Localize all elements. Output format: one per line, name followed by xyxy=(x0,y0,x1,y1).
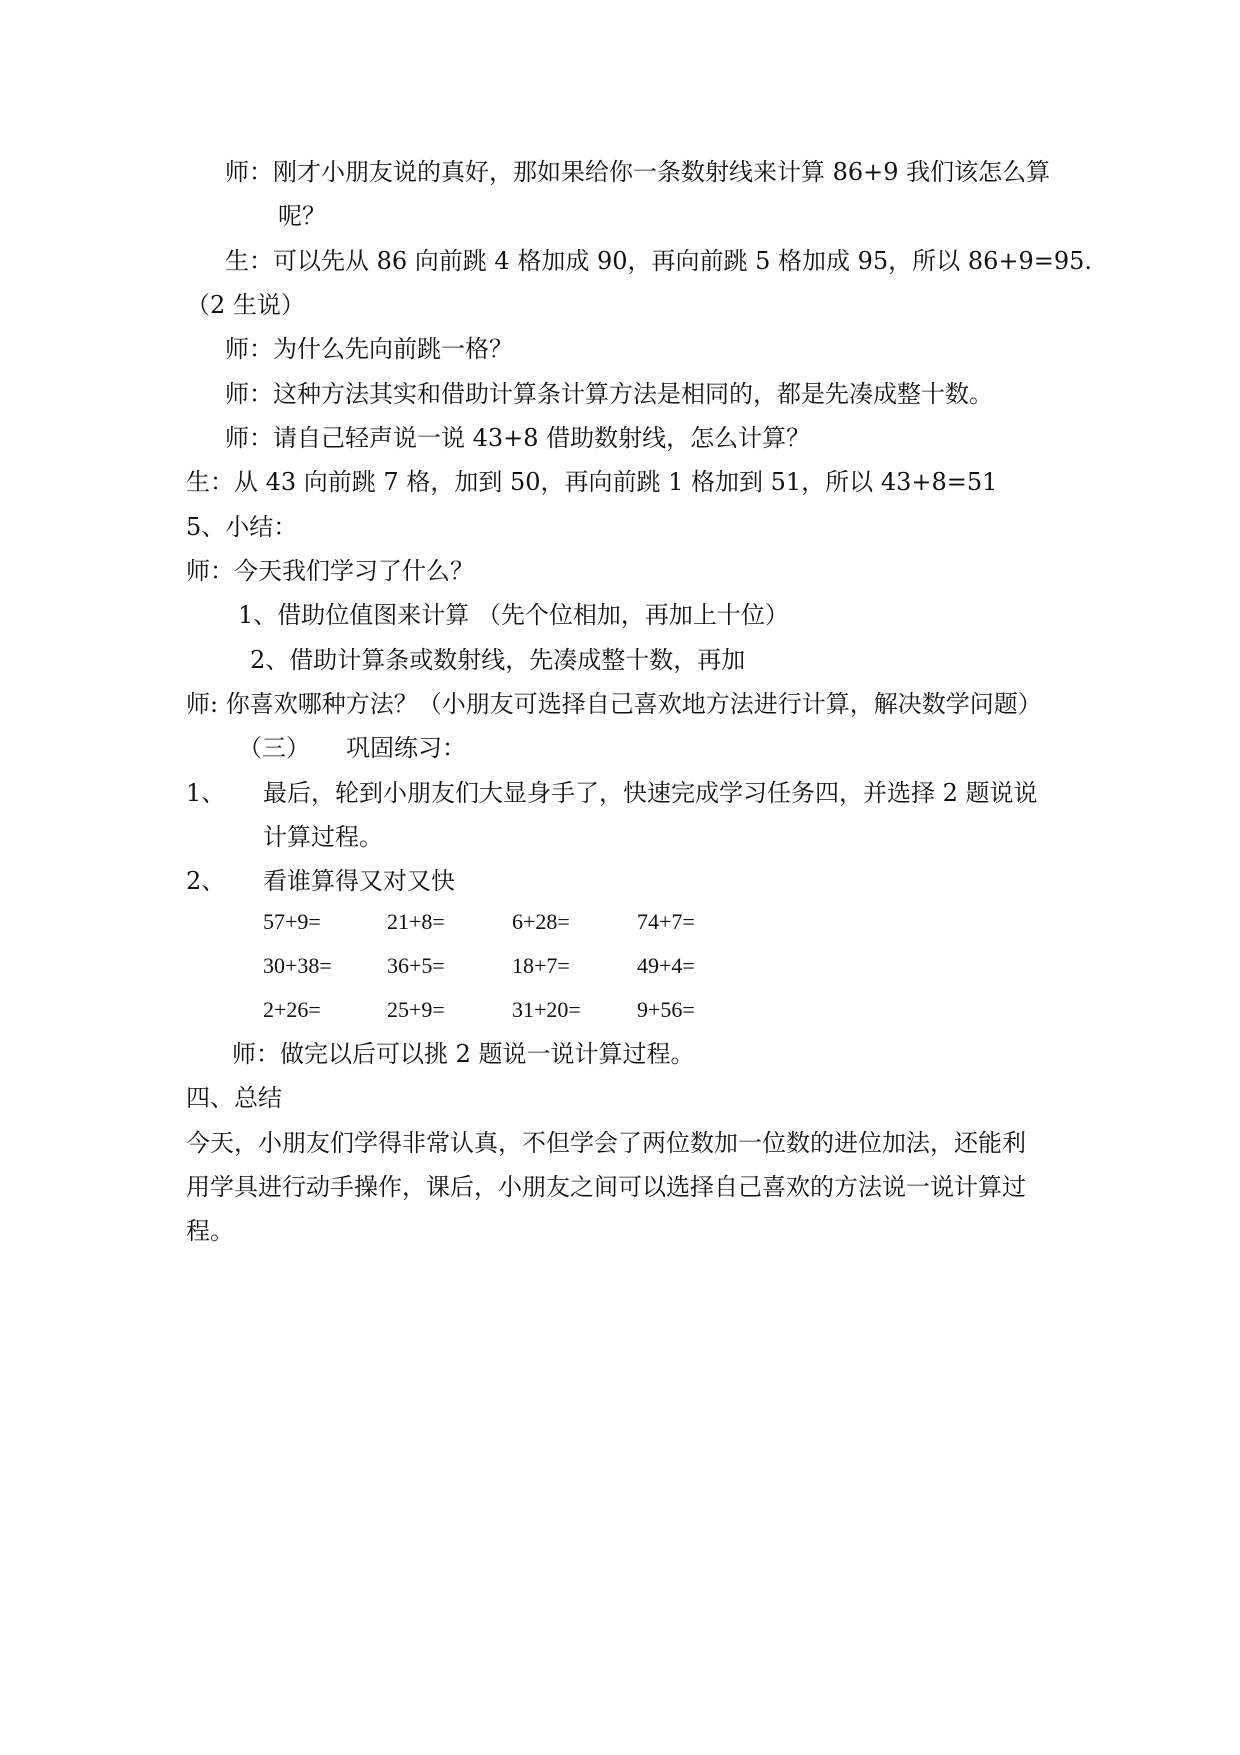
student-line-note: （2 生说） xyxy=(186,291,305,319)
student-line-answer-2: 生：从 43 向前跳 7 格，加到 50，再向前跳 1 格加到 51，所以 43+8=51 xyxy=(186,468,998,496)
conclusion-paragraph-line-2: 用学具进行动手操作，课后，小朋友之间可以选择自己喜欢的方法说一说计算过 xyxy=(186,1173,1026,1201)
teacher-line-number-ray-question: 师：刚才小朋友说的真好，那如果给你一条数射线来计算 86+9 我们该怎么算 xyxy=(225,158,1051,186)
conclusion-paragraph-line-3: 程。 xyxy=(186,1217,234,1245)
teacher-line-practice-followup: 师：做完以后可以挑 2 题说一说计算过程。 xyxy=(232,1040,695,1068)
exercise-item: 36+5= xyxy=(387,953,445,978)
exercise-item: 31+20= xyxy=(512,997,581,1022)
teacher-line-number-ray-question-cont: 呢？ xyxy=(278,202,326,230)
practice-item-1-number: 1、 xyxy=(186,779,226,807)
section-summary-heading: 5、小结： xyxy=(186,513,298,541)
exercise-item: 57+9= xyxy=(263,909,321,934)
exercise-item: 25+9= xyxy=(387,997,445,1022)
conclusion-paragraph-line-1: 今天，小朋友们学得非常认真，不但学会了两位数加一位数的进位加法，还能利 xyxy=(186,1129,1026,1157)
exercise-item: 21+8= xyxy=(387,909,445,934)
exercise-item: 2+26= xyxy=(263,997,321,1022)
teacher-line-preference: 师: 你喜欢哪种方法？（小朋友可选择自己喜欢地方法进行计算，解决数学问题） xyxy=(186,690,1042,718)
practice-item-2-text: 看谁算得又对又快 xyxy=(263,867,455,895)
summary-item-1: 1、借助位值图来计算 （先个位相加，再加上十位） xyxy=(238,601,789,629)
exercise-item: 30+38= xyxy=(263,953,332,978)
teacher-line-why: 师：为什么先向前跳一格？ xyxy=(225,335,513,363)
summary-item-2: 2、借助计算条或数射线，先凑成整十数，再加 xyxy=(250,646,746,674)
teacher-line-review: 师：今天我们学习了什么？ xyxy=(186,557,474,585)
exercise-item: 18+7= xyxy=(512,953,570,978)
teacher-line-method: 师：这种方法其实和借助计算条计算方法是相同的，都是先凑成整十数。 xyxy=(225,380,993,408)
section-conclusion-heading: 四、总结 xyxy=(186,1084,282,1112)
exercise-item: 9+56= xyxy=(637,997,695,1022)
practice-item-1-text: 最后，轮到小朋友们大显身手了，快速完成学习任务四，并选择 2 题说说 xyxy=(263,779,1038,807)
student-line-answer: 生：可以先从 86 向前跳 4 格加成 90，再向前跳 5 格加成 95，所以 86+9=95. xyxy=(225,247,1093,275)
exercise-item: 6+28= xyxy=(512,909,570,934)
exercise-item: 49+4= xyxy=(637,953,695,978)
exercise-item: 74+7= xyxy=(637,909,695,934)
practice-item-1-text-cont: 计算过程。 xyxy=(263,823,383,851)
section-practice-heading: （三） 巩固练习： xyxy=(238,734,466,762)
teacher-line-prompt: 师：请自己轻声说一说 43+8 借助数射线，怎么计算？ xyxy=(225,424,811,452)
practice-item-2-number: 2、 xyxy=(186,867,226,895)
